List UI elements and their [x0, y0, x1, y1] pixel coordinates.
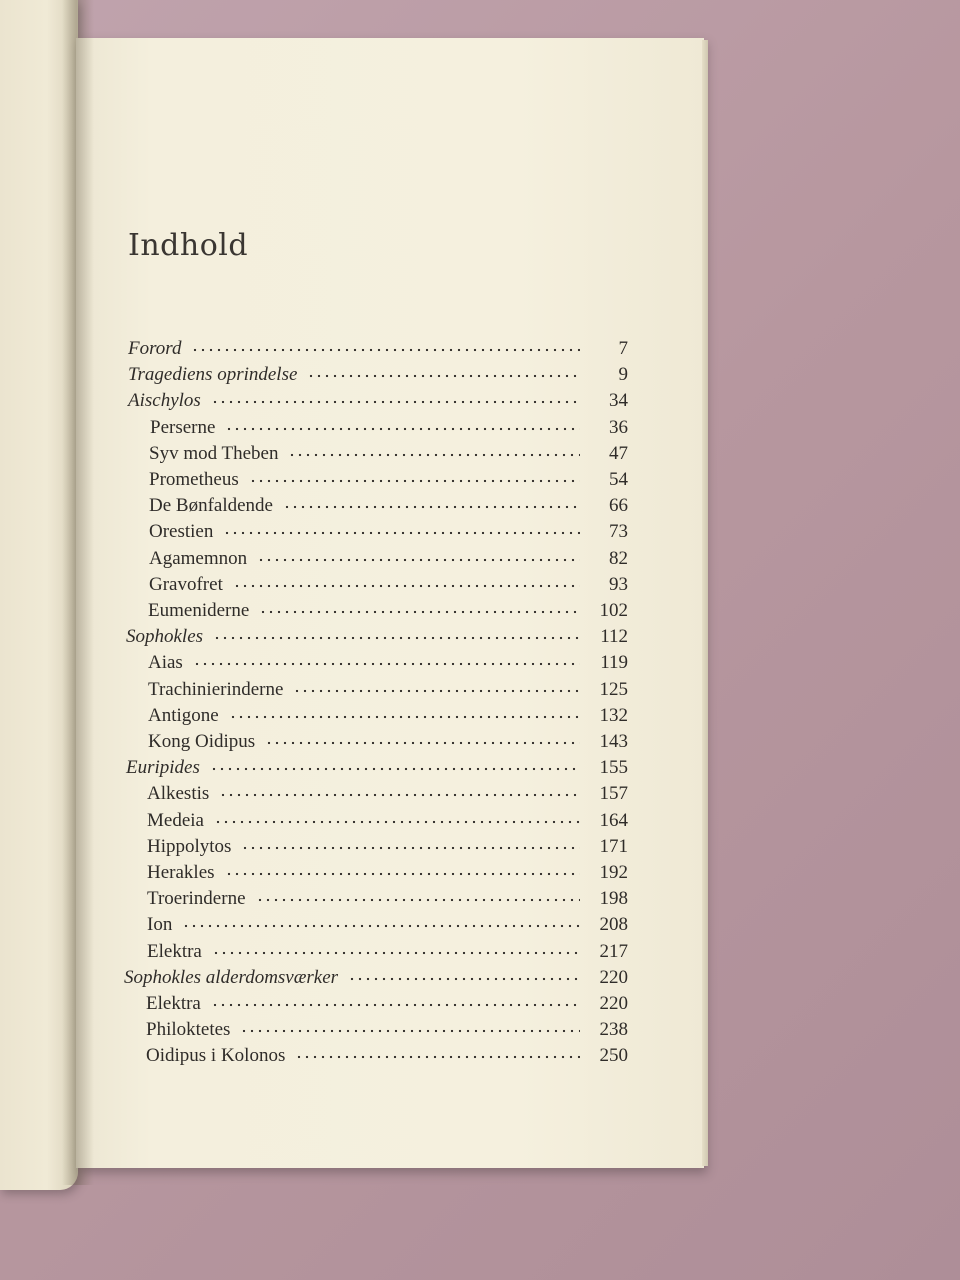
- toc-page-number: 9: [618, 364, 628, 386]
- toc-entry-title: Orestien: [149, 521, 214, 543]
- toc-leader-dots: [193, 662, 580, 666]
- toc-leader-dots: [211, 400, 580, 404]
- toc-leader-dots: [191, 348, 580, 352]
- toc-leader-dots: [225, 427, 580, 431]
- toc-leader-dots: [348, 977, 580, 981]
- toc-entry-title: Perserne: [150, 416, 216, 438]
- toc-page-number: 238: [599, 1019, 628, 1041]
- toc-page-number: 164: [599, 809, 628, 831]
- toc-entry-title: Gravofret: [149, 573, 223, 595]
- toc-page-number: 250: [599, 1045, 628, 1067]
- toc-entry: [148, 600, 628, 626]
- toc-page-number: 102: [599, 600, 628, 621]
- toc-page-number: 7: [618, 338, 628, 359]
- toc-page-number: 192: [599, 862, 628, 883]
- toc-section-entry: [126, 626, 628, 652]
- toc-leader-dots: [307, 374, 580, 378]
- toc-page-number: 54: [609, 469, 628, 490]
- toc-leader-dots: [229, 715, 580, 719]
- toc-leader-dots: [212, 951, 580, 955]
- toc-leader-dots: [225, 872, 580, 876]
- toc-entry: [147, 914, 628, 940]
- toc-entry: [149, 469, 628, 495]
- toc-page-number: 171: [599, 835, 628, 857]
- toc-page-number: 66: [609, 495, 628, 517]
- toc-section-entry: [128, 338, 628, 364]
- toc-entry: [148, 679, 628, 705]
- toc-leader-dots: [182, 924, 580, 928]
- toc-entry-title: Aischylos: [128, 390, 201, 412]
- toc-entry-title: De Bønfaldende: [149, 495, 273, 517]
- toc-leader-dots: [219, 793, 580, 797]
- toc-entry-title: Sophokles: [126, 626, 204, 648]
- toc-leader-dots: [265, 741, 580, 745]
- toc-entry: [149, 548, 628, 574]
- toc-page-number: 125: [599, 678, 628, 700]
- toc-entry-title: Trachinierinderne: [148, 678, 284, 700]
- toc-leader-dots: [288, 453, 580, 457]
- toc-entry-title: Alkestis: [147, 783, 210, 805]
- toc-page-number: 34: [609, 390, 628, 412]
- toc-leader-dots: [256, 898, 581, 902]
- toc-leader-dots: [295, 1055, 580, 1059]
- toc-entry: [146, 1019, 628, 1045]
- toc-entry-title: Forord: [128, 338, 182, 359]
- toc-entry-title: Prometheus: [149, 469, 239, 490]
- toc-section-entry: [124, 967, 628, 993]
- toc-page-number: 220: [599, 993, 628, 1014]
- toc-leader-dots: [211, 1003, 580, 1007]
- toc-entry-title: Tragediens oprindelse: [128, 364, 298, 386]
- toc-entry: [147, 888, 628, 914]
- toc-page-number: 155: [599, 757, 628, 779]
- toc-entry: [147, 783, 628, 809]
- toc-entry-title: Eumeniderne: [148, 600, 250, 621]
- toc-page-number: 143: [599, 731, 628, 752]
- toc-entry-title: Troerinderne: [147, 888, 246, 910]
- toc-entry-title: Ion: [147, 914, 173, 936]
- toc-section-entry: [126, 757, 628, 783]
- toc-entry: [149, 574, 628, 600]
- toc-leader-dots: [241, 846, 580, 850]
- toc-page-number: 119: [600, 652, 628, 674]
- toc-entry: [147, 836, 628, 862]
- toc-page-number: 132: [599, 704, 628, 726]
- toc-leader-dots: [214, 820, 580, 824]
- toc-heading: Indhold: [128, 228, 249, 263]
- toc-entry: [149, 495, 628, 521]
- toc-entry-title: Hippolytos: [147, 835, 232, 857]
- toc-leader-dots: [213, 636, 580, 640]
- toc-entry: [147, 862, 628, 888]
- toc-entry: [147, 941, 628, 967]
- toc-entry: [146, 993, 628, 1019]
- toc-entry-title: Aias: [148, 652, 183, 674]
- toc-entry-title: Oidipus i Kolonos: [146, 1045, 286, 1067]
- toc-page-number: 217: [599, 940, 628, 962]
- toc-page-number: 220: [599, 966, 628, 988]
- toc-section-entry: [128, 390, 628, 416]
- toc-entry-title: Herakles: [147, 862, 215, 883]
- toc-entry-title: Sophokles alderdomsværker: [124, 966, 339, 988]
- toc-entry: [148, 731, 628, 757]
- toc-entry-title: Syv mod Theben: [149, 442, 279, 464]
- toc-leader-dots: [223, 531, 580, 535]
- toc-leader-dots: [259, 610, 580, 614]
- toc-entry-title: Elektra: [147, 940, 202, 962]
- toc-page-number: 112: [600, 626, 628, 648]
- toc-page-number: 82: [609, 547, 628, 569]
- toc-entry-title: Philoktetes: [146, 1019, 231, 1041]
- toc-entry: [148, 652, 628, 678]
- toc-entry: [148, 705, 628, 731]
- toc-page-number: 47: [609, 442, 628, 464]
- toc-leader-dots: [240, 1029, 580, 1033]
- toc-entry-title: Elektra: [146, 993, 201, 1014]
- toc-entry: [150, 417, 628, 443]
- toc-leader-dots: [257, 558, 580, 562]
- toc-entry: [149, 443, 628, 469]
- toc-entry-title: Medeia: [147, 809, 204, 831]
- toc-leader-dots: [283, 505, 580, 509]
- toc-leader-dots: [249, 479, 580, 483]
- toc-entry-title: Kong Oidipus: [148, 731, 256, 752]
- toc-entry: [146, 1045, 628, 1071]
- toc-page-number: 208: [599, 914, 628, 936]
- toc-section-entry: [128, 364, 628, 390]
- toc-leader-dots: [293, 689, 580, 693]
- toc-entry-title: Antigone: [148, 704, 219, 726]
- toc-page-number: 157: [599, 783, 628, 805]
- toc-entry: [149, 521, 628, 547]
- toc-page-number: 36: [609, 416, 628, 438]
- toc-page-number: 93: [609, 573, 628, 595]
- toc-entry: [147, 810, 628, 836]
- toc-entry-title: Agamemnon: [149, 547, 248, 569]
- toc-leader-dots: [210, 767, 580, 771]
- toc-leader-dots: [233, 584, 580, 588]
- toc-page-number: 198: [599, 888, 628, 910]
- toc-page-number: 73: [609, 521, 628, 543]
- toc-entry-title: Euripides: [126, 757, 200, 779]
